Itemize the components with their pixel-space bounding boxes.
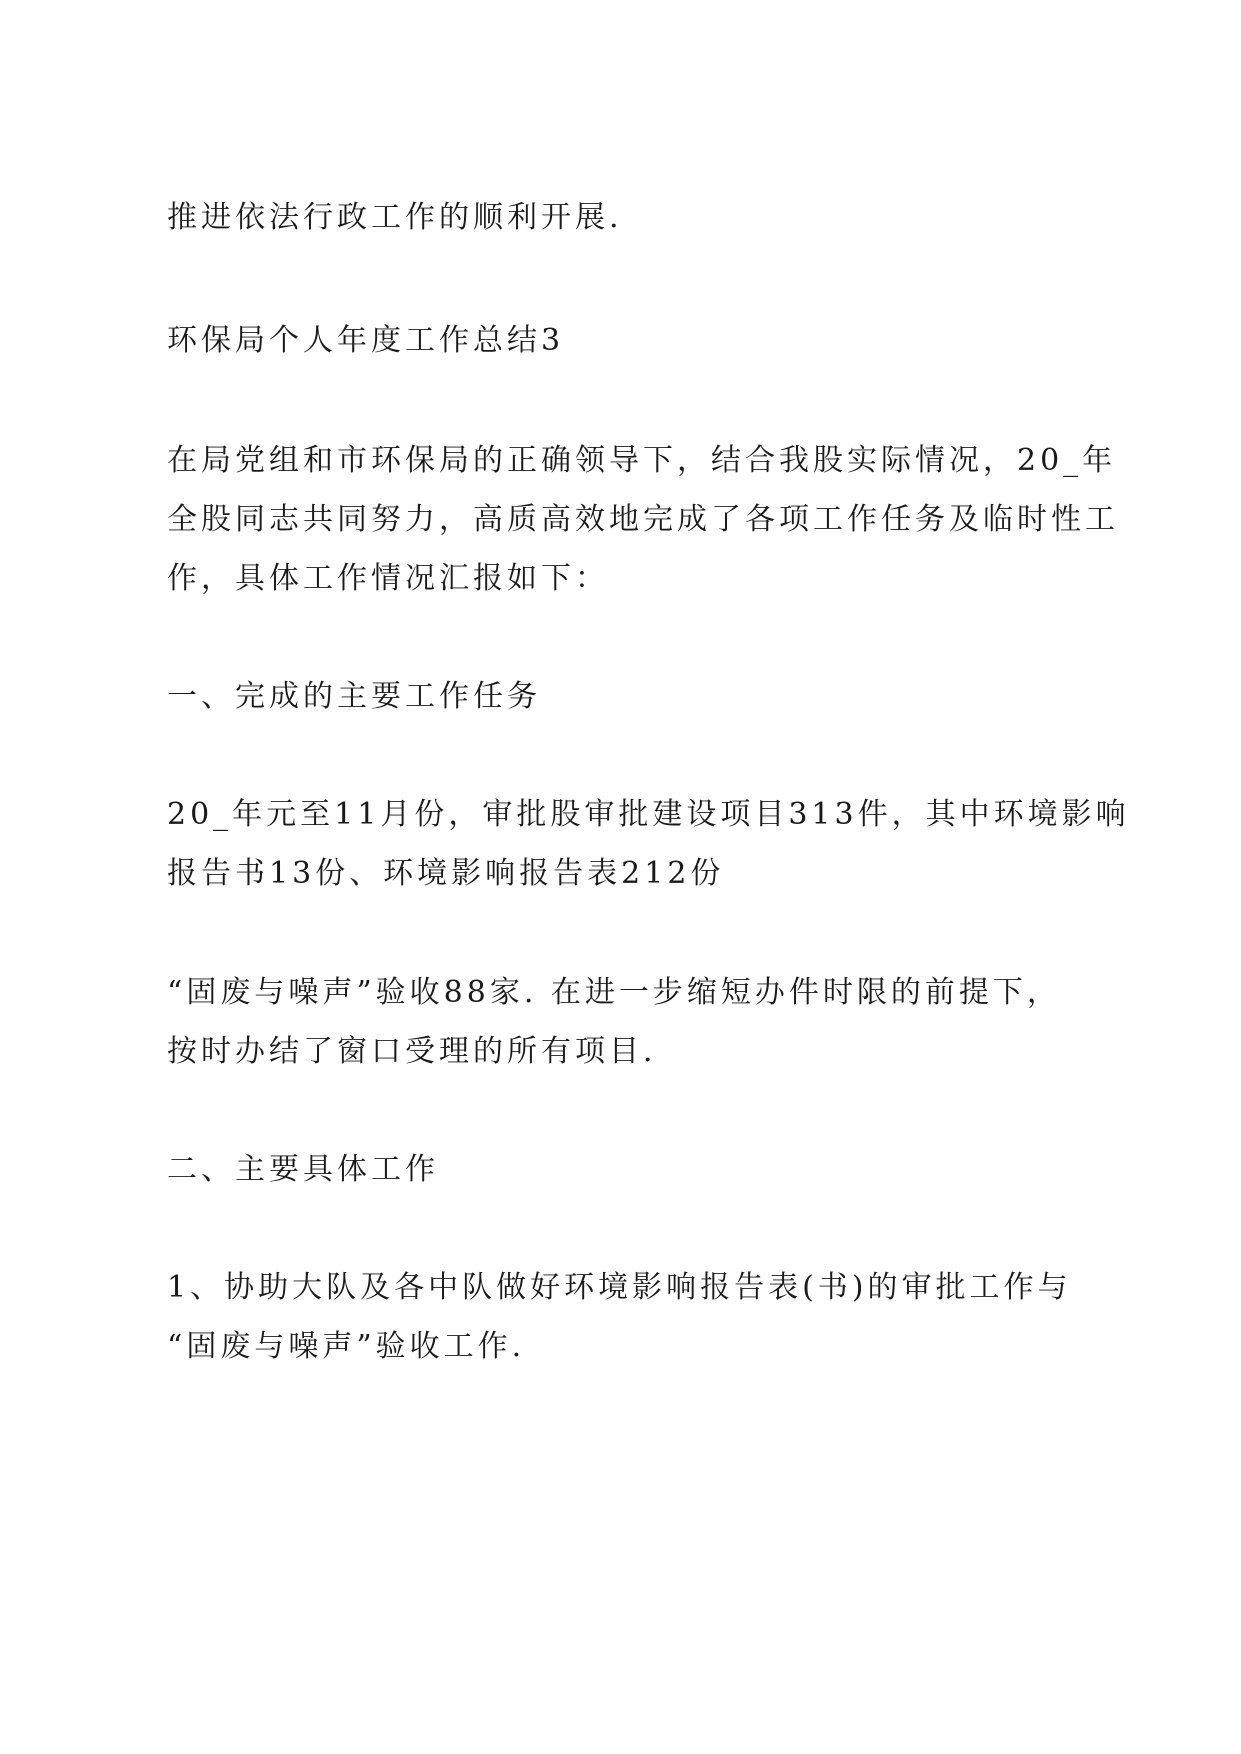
paragraph-line: 20_年元至11月份，审批股审批建设项目313件，其中环境影响 xyxy=(167,797,1130,832)
section-heading: 二、主要具体工作 xyxy=(167,1152,439,1187)
paragraph-line: 按时办结了窗口受理的所有项目. xyxy=(167,1034,657,1069)
paragraph-line: “固废与噪声”验收88家. 在进一步缩短办件时限的前提下， xyxy=(167,975,1061,1010)
paragraph-line: “固废与噪声”验收工作. xyxy=(167,1329,526,1364)
paragraph-line: 1、协助大队及各中队做好环境影响报告表(书)的审批工作与 xyxy=(167,1270,1072,1305)
paragraph-line: 在局党组和市环保局的正确领导下，结合我股实际情况，20_年 xyxy=(167,443,1117,478)
paragraph-line: 作，具体工作情况汇报如下： xyxy=(167,561,609,596)
section-heading: 一、完成的主要工作任务 xyxy=(167,679,541,714)
section-title: 环保局个人年度工作总结3 xyxy=(167,323,565,358)
paragraph-line: 推进依法行政工作的顺利开展. xyxy=(167,200,623,235)
paragraph-line: 报告书13份、环境影响报告表212份 xyxy=(167,856,725,891)
paragraph-line: 全股同志共同努力，高质高效地完成了各项工作任务及临时性工 xyxy=(167,502,1119,537)
